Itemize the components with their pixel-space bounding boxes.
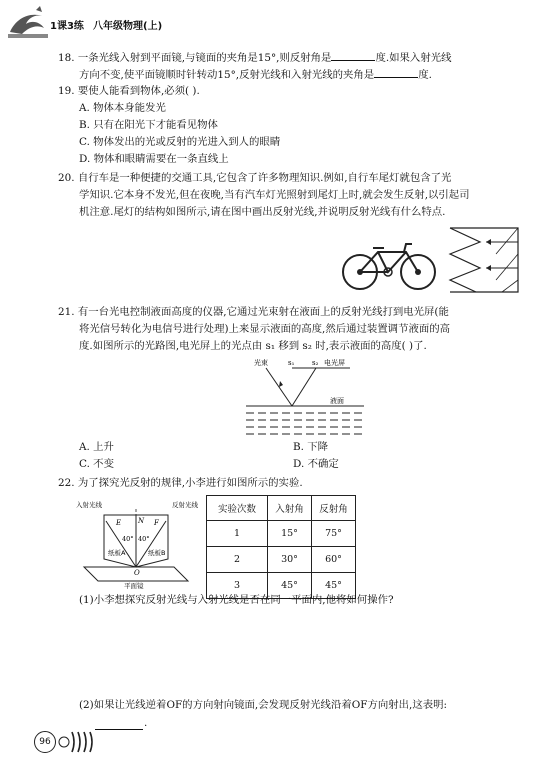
table-header: 入射角	[268, 496, 312, 521]
q22-sub1: (1)小李想探究反射光线与入射光线是否在同一平面内,他将如何操作?	[79, 594, 394, 606]
board-a-label: 纸板A	[108, 549, 126, 557]
table-cell: 45°	[312, 573, 356, 599]
angle-right: 40°	[138, 535, 150, 543]
answer-line-2[interactable]	[95, 728, 143, 730]
label-o: O	[134, 569, 140, 577]
incident-label: 入射光线	[76, 501, 102, 509]
table-cell: 2	[207, 547, 268, 573]
reflect-label: 反射光线	[172, 501, 198, 509]
table-header: 反射角	[312, 496, 356, 521]
bicycle-figure	[340, 238, 438, 292]
surface-label: 液面	[330, 397, 344, 405]
tail-light-figure	[446, 224, 522, 296]
beam-label: 光束	[254, 359, 268, 367]
table-header: 实验次数	[207, 496, 268, 521]
page-number: 96	[39, 737, 51, 747]
table-cell: 30°	[268, 547, 312, 573]
brand: 1课3练	[50, 21, 84, 32]
q22-stem: 22. 为了探究光反射的规律,小李进行如图所示的实验.	[58, 477, 303, 489]
q19-option-c: C. 物体发出的光或反射的光进入到人的眼睛	[79, 136, 281, 148]
q21-option-c: C. 不变	[79, 458, 114, 470]
table-cell: 15°	[268, 521, 312, 547]
s1-label: s₁	[288, 359, 295, 367]
table-cell: 75°	[312, 521, 356, 547]
answer-area-1[interactable]	[79, 612, 519, 692]
q21-line3: 度.如图所示的光路图,电光屏上的光点由 s₁ 移到 s₂ 时,表示液面的高度( )了.	[79, 340, 427, 352]
s2-label: s₂	[312, 359, 319, 367]
q21-line2: 将光信号转化为电信号进行处理)上来显示液面的高度,然后通过装置调节液面的高	[79, 323, 451, 335]
answer-blank[interactable]	[331, 49, 375, 61]
q22-sub2: (2)如果让光线逆着OF的方向射向镜面,会发现反射光线沿着OF方向射出,这表明:	[79, 699, 447, 711]
dolphin-icon	[6, 4, 50, 40]
q21-option-b: B. 下降	[293, 441, 329, 453]
label-f: F	[154, 519, 159, 527]
reflection-experiment-figure	[76, 497, 198, 590]
q20-line3: 机注意.尾灯的结构如图所示,请在图中画出反射光线,并说明反射光线有什么特点.	[79, 206, 446, 218]
table-cell: 60°	[312, 547, 356, 573]
header-logo	[6, 4, 50, 40]
subject: 八年级物理(上)	[93, 21, 163, 32]
q19-option-d: D. 物体和眼睛需要在一条直线上	[79, 153, 229, 165]
sentence-end: .	[144, 717, 148, 729]
q19-stem: 19. 要使人能看到物体,必须( ).	[58, 85, 200, 97]
table-cell: 3	[207, 573, 268, 599]
page-number-badge	[34, 731, 56, 753]
q18-line1: 18. 一条光线入射到平面镜,与镜面的夹角是15°,则反射角是 度.如果入射光线	[58, 49, 452, 66]
table-row	[207, 521, 356, 547]
screen-label: 电光屏	[324, 359, 345, 367]
table-header-row	[207, 496, 356, 521]
q18-line2: 方向不变,使平面镜顺时针转动15°,反射光线和入射光线的夹角是 度.	[79, 66, 432, 83]
footer-decoration-icon	[56, 728, 100, 754]
experiment-table	[206, 495, 356, 599]
q20-line2: 学知识.它本身不发光,但在夜晚,当有汽车灯光照射到尾灯上时,就会发生反射,以引起司	[79, 189, 470, 201]
q21-option-a: A. 上升	[79, 441, 114, 453]
answer-blank[interactable]	[374, 66, 418, 78]
table-row	[207, 547, 356, 573]
q21-line1: 21. 有一台光电控制液面高度的仪器,它通过光束射在液面上的反射光线打到电光屏(能	[58, 306, 449, 318]
q21-option-d: D. 不确定	[293, 458, 339, 470]
angle-left: 40°	[122, 535, 134, 543]
q19-option-b: B. 只有在阳光下才能看见物体	[79, 119, 218, 131]
label-n: N	[138, 517, 145, 525]
board-b-label: 纸板B	[148, 549, 166, 557]
table-cell: 1	[207, 521, 268, 547]
reflector-diagram	[446, 224, 522, 296]
label-e: E	[116, 519, 122, 527]
mirror-label: 平面镜	[124, 582, 144, 590]
liquid-level-figure	[240, 356, 370, 436]
bicycle-icon	[340, 238, 438, 292]
q19-option-a: A. 物体本身能发光	[79, 102, 166, 114]
table-cell: 45°	[268, 573, 312, 599]
q20-line1: 20. 自行车是一种便捷的交通工具,它包含了许多物理知识.例如,自行车尾灯就包含了光	[58, 172, 452, 184]
